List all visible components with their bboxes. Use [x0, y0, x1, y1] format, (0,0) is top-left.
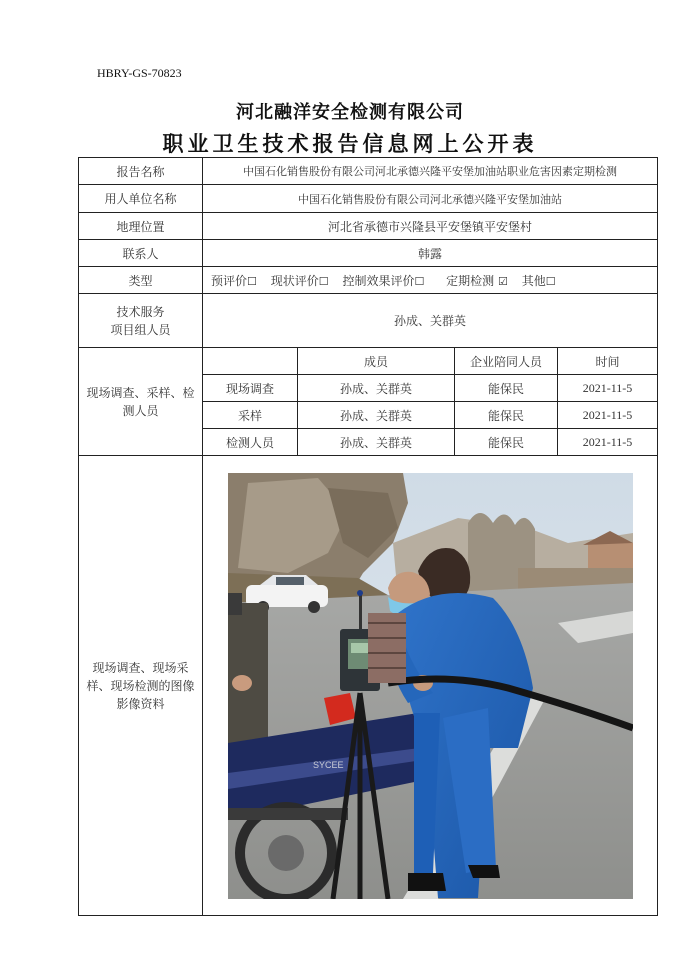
survey-header-time: 时间 [558, 348, 658, 375]
row-location [79, 213, 658, 240]
photo-label: 现场调查、现场采样、现场检测的图像影像资料 [79, 456, 203, 916]
survey-members: 孙成、关群英 [298, 375, 455, 402]
employer-label: 用人单位名称 [79, 185, 203, 213]
survey-header-row [79, 348, 658, 375]
row-type [79, 267, 658, 294]
survey-members: 孙成、关群英 [298, 429, 455, 456]
survey-date: 2021-11-5 [558, 375, 658, 402]
survey-escort: 能保民 [455, 429, 558, 456]
page-title: 职业卫生技术报告信息网上公开表 [162, 131, 538, 156]
survey-role: 现场调查 [203, 375, 298, 402]
survey-role: 采样 [203, 402, 298, 429]
report-name-label: 报告名称 [79, 158, 203, 185]
checkbox-unchecked-icon[interactable]: ☐ [414, 274, 425, 288]
survey-members: 孙成、关群英 [298, 402, 455, 429]
company-name: 河北融洋安全检测有限公司 [236, 102, 464, 123]
row-report-name [79, 158, 658, 185]
row-photo [79, 456, 658, 916]
contact-label: 联系人 [79, 240, 203, 267]
survey-header-blank [203, 348, 298, 375]
survey-header-members: 成员 [298, 348, 455, 375]
type-option-periodic-testing[interactable]: 定期检测 ☑ [446, 273, 508, 288]
checkbox-checked-icon[interactable]: ☑ [498, 274, 508, 288]
employer-value: 中国石化销售股份有限公司河北承德兴隆平安堡加油站 [203, 185, 658, 213]
checkbox-unchecked-icon[interactable]: ☐ [545, 274, 556, 288]
checkbox-unchecked-icon[interactable]: ☐ [247, 274, 257, 288]
document-id: HBRY-GS-70823 [97, 66, 182, 80]
location-value: 河北省承德市兴隆县平安堡镇平安堡村 [203, 213, 658, 240]
disclosure-table [78, 157, 658, 916]
type-option-pre-evaluation[interactable]: 预评价☐ [211, 273, 257, 288]
service-team-value: 孙成、关群英 [203, 294, 658, 348]
svg-text:SYCEE: SYCEE [312, 759, 344, 770]
type-label: 类型 [79, 267, 203, 294]
survey-date: 2021-11-5 [558, 402, 658, 429]
survey-role: 检测人员 [203, 429, 298, 456]
type-options [203, 267, 658, 294]
row-contact [79, 240, 658, 267]
checkbox-unchecked-icon[interactable]: ☐ [318, 274, 329, 288]
service-team-label: 技术服务 项目组人员 [79, 294, 203, 348]
type-option-status-evaluation[interactable]: 现状评价☐ [270, 273, 329, 288]
report-name-value: 中国石化销售股份有限公司河北承德兴隆平安堡加油站职业危害因素定期检测 [203, 158, 658, 185]
survey-date: 2021-11-5 [558, 429, 658, 456]
survey-escort: 能保民 [455, 402, 558, 429]
site-photo [228, 473, 633, 899]
contact-value: 韩露 [203, 240, 658, 267]
survey-label: 现场调查、采样、检测人员 [79, 348, 203, 456]
photo-cell [203, 456, 658, 916]
row-service-team [79, 294, 658, 348]
survey-escort: 能保民 [455, 375, 558, 402]
location-label: 地理位置 [79, 213, 203, 240]
type-option-other[interactable]: 其他☐ [521, 273, 556, 288]
type-option-control-effect[interactable]: 控制效果评价☐ [342, 273, 425, 288]
survey-header-escort: 企业陪同人员 [455, 348, 558, 375]
site-photo-image [228, 473, 633, 899]
row-employer [79, 185, 658, 213]
